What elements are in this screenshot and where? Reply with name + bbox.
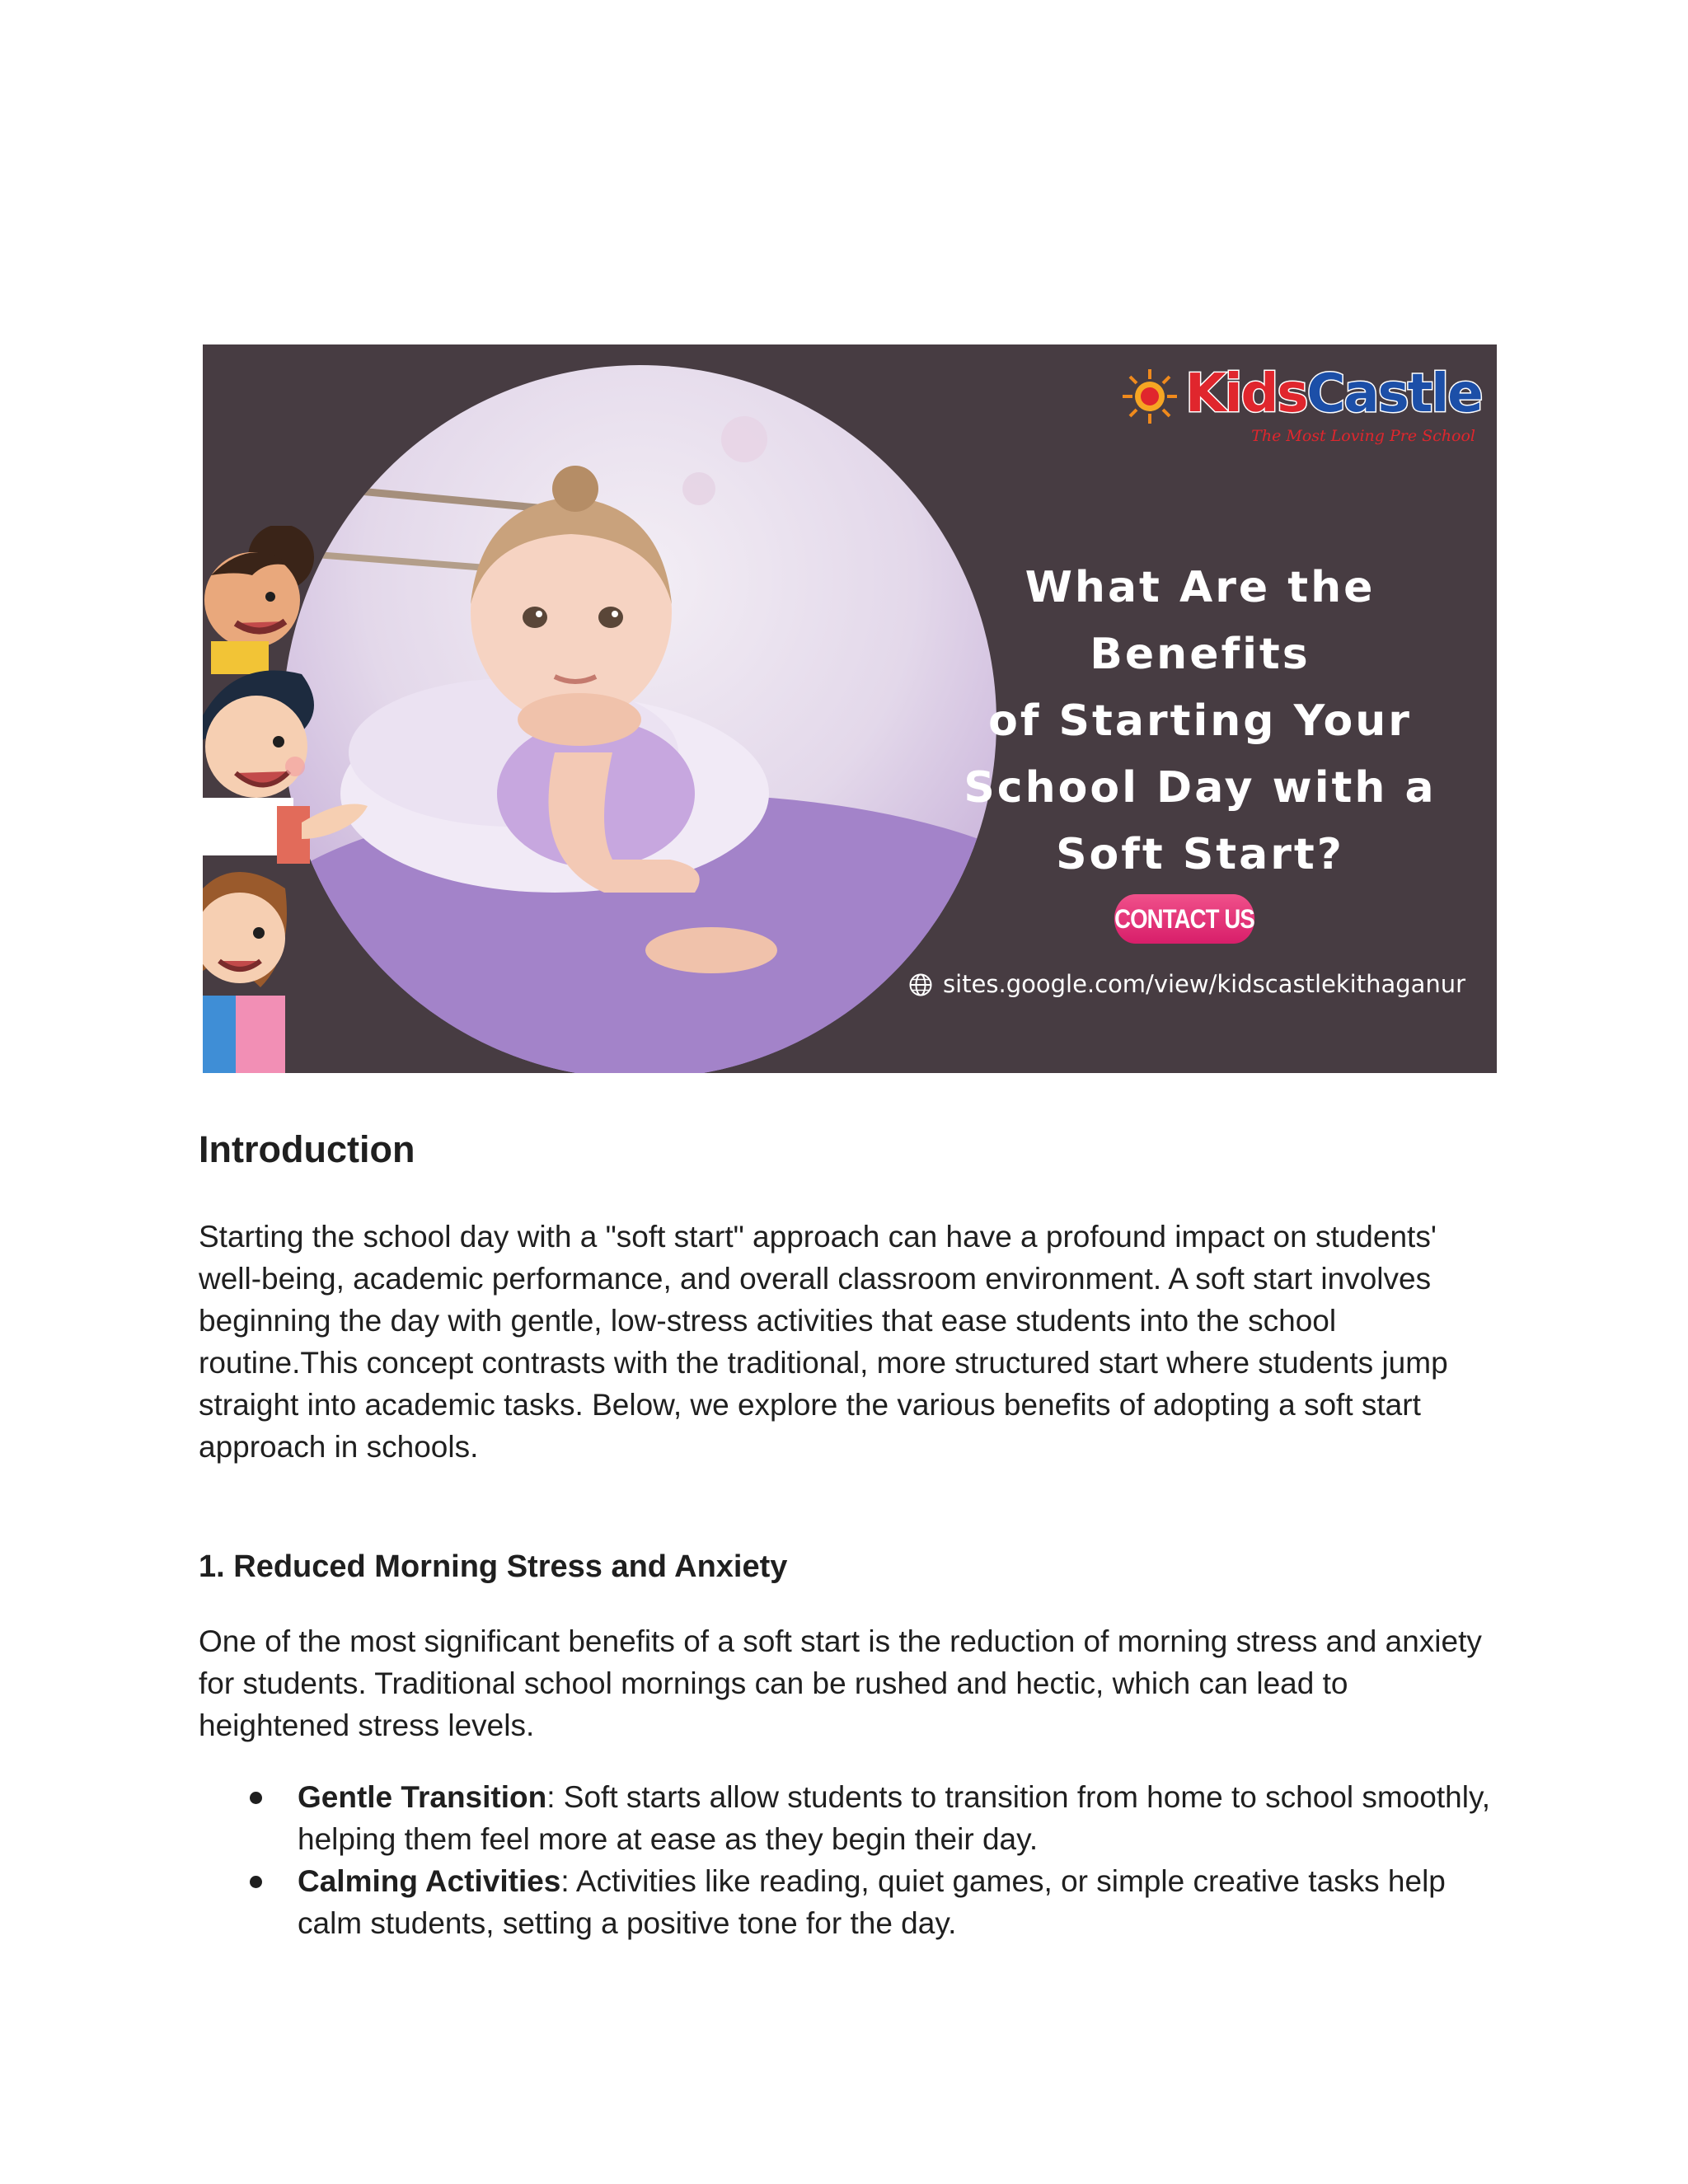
bullet-text: : Soft starts allow students to transition from home to school smoothly, helping them feel more at ease as they begin their day. <box>298 1780 1490 1856</box>
section-heading: 1. Reduced Morning Stress and Anxiety <box>199 1549 788 1584</box>
intro-heading: Introduction <box>199 1128 415 1170</box>
kids-castle-logo <box>1121 361 1482 452</box>
sun-icon <box>1121 368 1179 425</box>
headline-line: of Starting Your <box>988 696 1412 746</box>
brand-name <box>1185 361 1482 427</box>
headline-line: What Are the Benefits <box>1025 563 1376 679</box>
site-url-text[interactable]: sites.google.com/view/kidscastlekithaganur <box>943 970 1466 998</box>
cartoon-children-illustration <box>203 526 384 1073</box>
headline-line: Soft Start? <box>1056 830 1344 879</box>
intro-paragraph: Starting the school day with a "soft start" approach can have a profound impact on students' well-being, academic performance, and overall classroom environment. A soft start involves beginning the day with gentle, low-stress activities that ease students into the school routine.This concept contrasts with the traditional, more structured start where students jump straight into academic tasks. Below, we explore the various benefits of adopting a soft start approach in schools. <box>199 1220 1448 1464</box>
bullet-term: Calming Activities <box>298 1864 561 1898</box>
list-item <box>199 1776 1501 1860</box>
brand-tagline: The Most Loving Pre School <box>1251 427 1475 445</box>
article-body <box>199 1121 1501 1944</box>
bullet-term: Gentle Transition <box>298 1780 547 1814</box>
section-paragraph: One of the most significant benefits of a soft start is the reduction of morning stress and anxiety for students. Traditional school mornings can be rushed and hectic, which can lead to heightened stress levels. <box>199 1624 1482 1742</box>
brand-kids-text: Kids <box>1185 363 1307 424</box>
bullet-dot <box>250 1876 262 1888</box>
list-item <box>199 1860 1501 1944</box>
bullet-text: : Activities like reading, quiet games, or simple creative tasks help calm students, setting a positive tone for the day. <box>298 1864 1446 1940</box>
bullet-list <box>199 1776 1501 1944</box>
toddler-photo <box>283 365 996 1073</box>
globe-icon <box>908 972 933 997</box>
headline-line: School Day with a <box>964 763 1437 813</box>
brand-castle-text: Castle <box>1306 363 1482 424</box>
contact-us-button[interactable]: CONTACT US <box>1114 894 1254 944</box>
site-url-line[interactable] <box>908 966 1485 1002</box>
bullet-dot <box>250 1792 262 1804</box>
banner-headline <box>912 555 1489 888</box>
hero-banner <box>203 344 1497 1073</box>
